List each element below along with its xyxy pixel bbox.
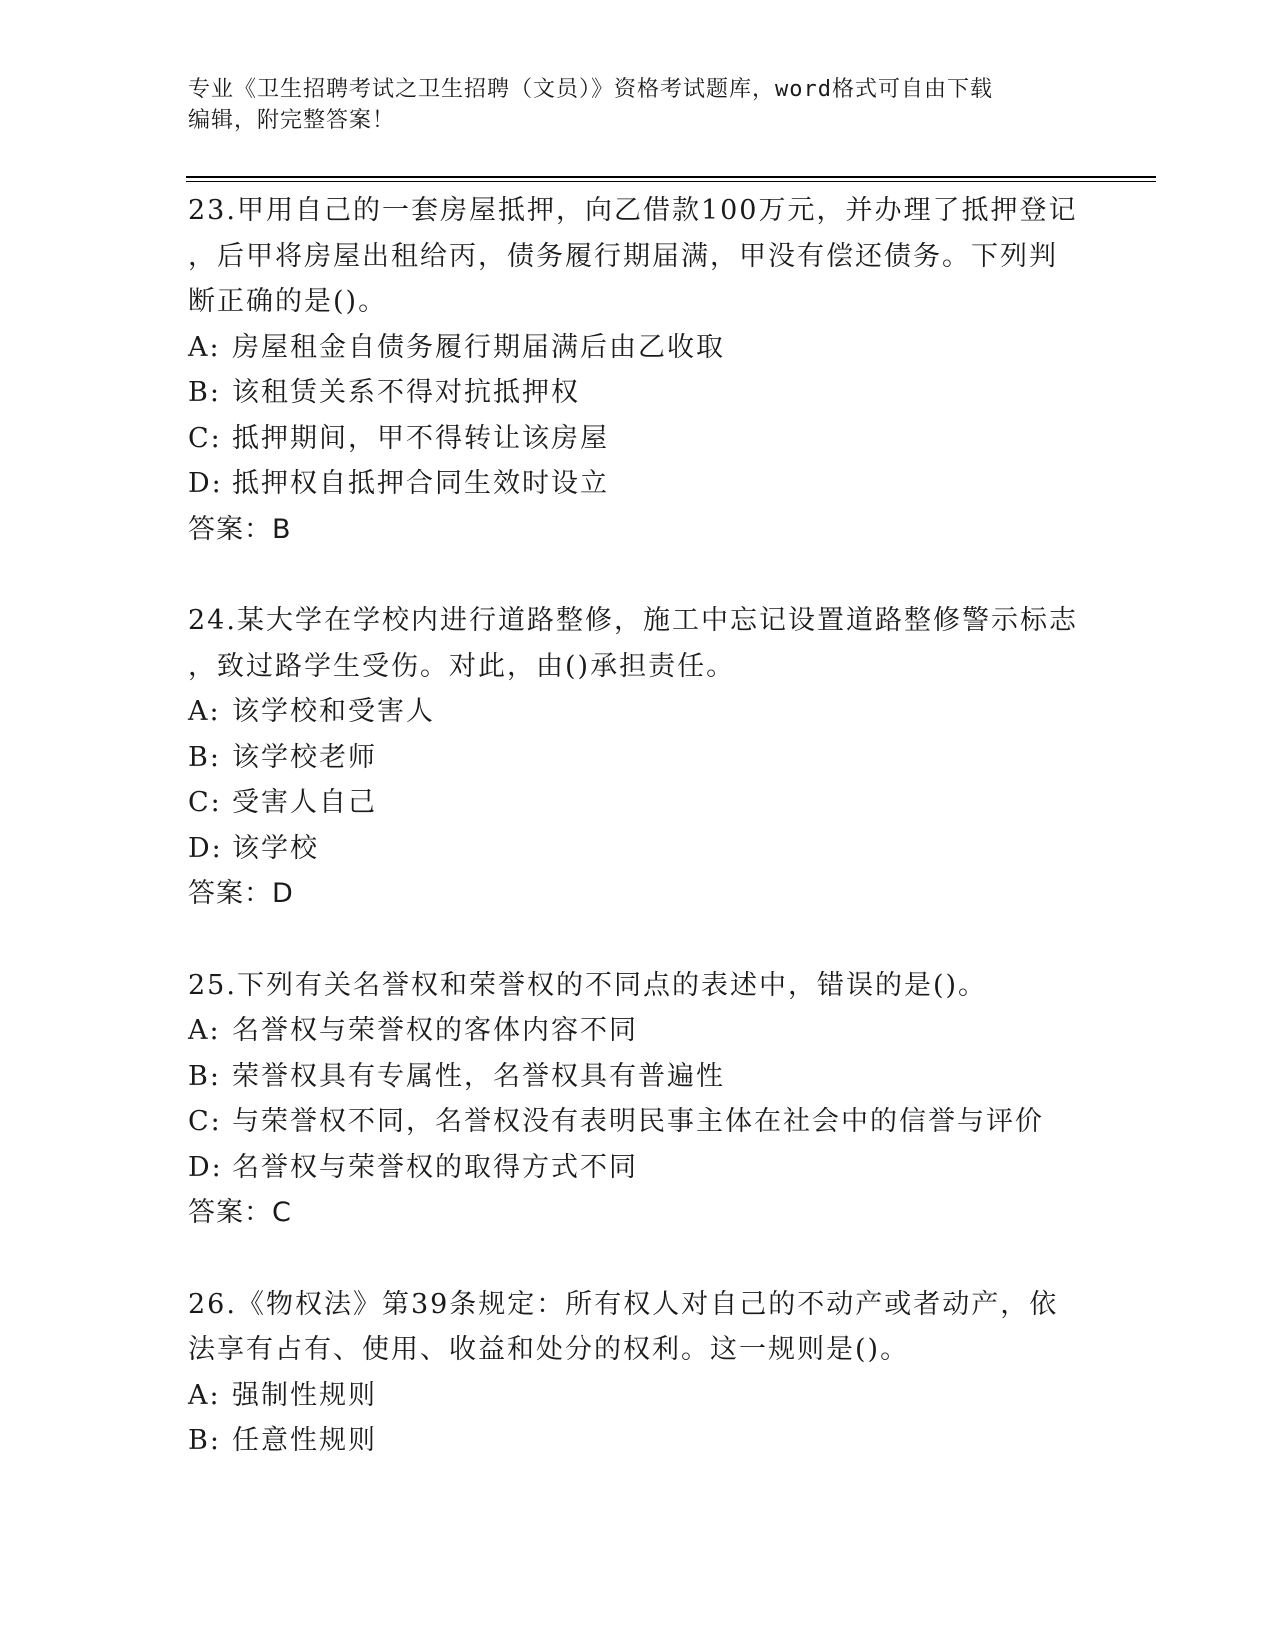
option-letter: A: [188, 331, 221, 363]
option-text: 强制性规则 [232, 1379, 377, 1411]
option-text: 该租赁关系不得对抗抵押权 [232, 377, 580, 408]
option-text: 房屋租金自债务履行期届满后由乙收取 [232, 331, 725, 363]
question-text-line: 24.某大学在学校内进行道路整修，施工中忘记设置道路整修警示标志 [188, 605, 1078, 636]
header-divider-thin [186, 181, 1156, 182]
answer-line: 答案：D [188, 878, 294, 909]
option-text: 名誉权与荣誉权的取得方式不同 [232, 1151, 638, 1183]
option-text: 该学校和受害人 [232, 696, 435, 727]
option-text: 名誉权与荣誉权的客体内容不同 [232, 1015, 638, 1046]
document-header [188, 74, 1088, 136]
option-letter: C: [188, 422, 222, 454]
option-letter: C: [188, 1106, 222, 1137]
option-letter: A: [188, 1379, 221, 1411]
option-letter: A: [188, 1015, 221, 1046]
question-text-line: ，后甲将房屋出租给丙，债务履行期届满，甲没有偿还债务。下列判 [188, 240, 1058, 272]
option-text: 受害人自己 [232, 787, 377, 818]
option-b [188, 1418, 1088, 1464]
option-b [188, 1054, 1088, 1100]
option-a [188, 1373, 1088, 1419]
option-d [188, 826, 1088, 872]
question-24 [188, 598, 1088, 917]
option-text: 与荣誉权不同，名誉权没有表明民事主体在社会中的信誉与评价 [232, 1106, 1044, 1137]
question-text-line: 法享有占有、使用、收益和处分的权利。这一规则是()。 [188, 1334, 910, 1365]
option-letter: C: [188, 787, 222, 818]
question-text-line: 26.《物权法》第39条规定：所有权人对自己的不动产或者动产，依 [188, 1288, 1059, 1320]
option-letter: A: [188, 696, 221, 727]
option-b [188, 370, 1088, 416]
question-25 [188, 963, 1088, 1236]
option-text: 抵押权自抵押合同生效时设立 [232, 468, 609, 499]
header-divider-thick [186, 176, 1156, 178]
question-text-line: 25.下列有关名誉权和荣誉权的不同点的表述中，错误的是()。 [188, 969, 988, 1001]
option-letter: B: [188, 741, 221, 773]
header-line-1: 专业《卫生招聘考试之卫生招聘（文员）》资格考试题库，word格式可自由下载 [188, 77, 993, 102]
answer-line: 答案：C [188, 1197, 292, 1228]
option-text: 荣誉权具有专属性，名誉权具有普遍性 [232, 1060, 725, 1092]
option-text: 该学校老师 [232, 741, 377, 773]
question-text-line: 23.甲用自己的一套房屋抵押，向乙借款100万元，并办理了抵押登记 [188, 195, 1078, 226]
option-a [188, 1008, 1088, 1054]
question-text-line: ，致过路学生受伤。对此，由()承担责任。 [188, 650, 736, 682]
option-text: 任意性规则 [232, 1425, 377, 1456]
option-letter: B: [188, 1425, 221, 1456]
question-list [188, 188, 1088, 1510]
header-line-2: 编辑，附完整答案！ [188, 108, 396, 133]
option-letter: B: [188, 377, 221, 408]
option-letter: D: [188, 832, 223, 864]
answer-line: 答案：B [188, 513, 292, 545]
question-23 [188, 188, 1088, 552]
question-text-line: 断正确的是()。 [188, 286, 388, 317]
option-letter: B: [188, 1060, 221, 1092]
option-letter: D: [188, 1151, 223, 1183]
option-d [188, 1145, 1088, 1191]
option-text: 该学校 [232, 832, 319, 864]
option-a [188, 325, 1088, 371]
option-c [188, 1099, 1088, 1145]
option-letter: D: [188, 468, 223, 499]
option-a [188, 689, 1088, 735]
option-text: 抵押期间，甲不得转让该房屋 [232, 422, 609, 454]
option-b [188, 735, 1088, 781]
question-26 [188, 1282, 1088, 1464]
option-d [188, 461, 1088, 507]
option-c [188, 416, 1088, 462]
option-c [188, 780, 1088, 826]
